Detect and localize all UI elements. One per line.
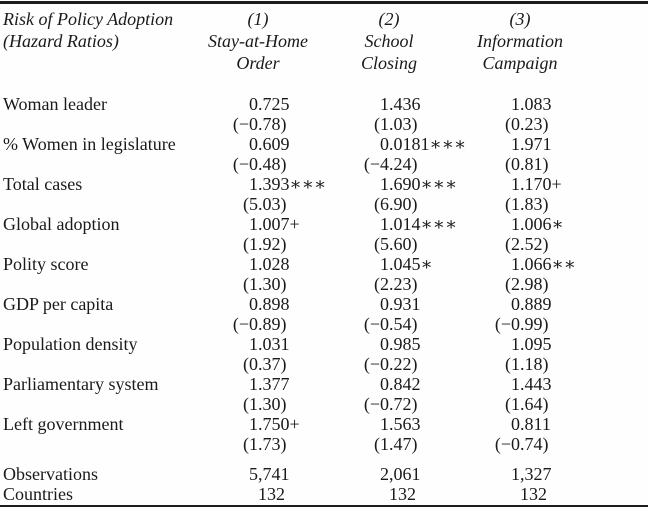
cell-col1 [206, 464, 337, 484]
cell-col3 [468, 174, 599, 214]
hazard-ratio-value: 0 .811 [511, 414, 551, 434]
table-row-total-cases [0, 174, 648, 214]
z-statistic-value: (1 .03) [374, 114, 418, 134]
hazard-ratio-value: 0 .898 [249, 294, 290, 314]
table-row-countries [0, 484, 648, 504]
z-statistic-value: (1 .30) [243, 274, 287, 294]
summary-label: Countries [3, 484, 73, 504]
table-row-woman-leader [0, 94, 648, 134]
hazard-ratio-value: 1 .007+ [249, 214, 300, 234]
z-statistic-value: (−4 .24) [363, 154, 418, 174]
variable-label: Left government [3, 414, 124, 434]
column-name-line1: School [364, 31, 414, 51]
z-statistic-value: (−0 .89) [232, 314, 287, 334]
table-title-line1: Risk of Policy Adoption [3, 9, 174, 29]
column-name-line2: Campaign [482, 53, 558, 73]
countries-value: 132 [258, 484, 285, 504]
cell-col1 [206, 254, 337, 294]
z-statistic-value: (2 .52) [505, 234, 549, 254]
hazard-ratio-value: 1 .083 [511, 94, 552, 114]
variable-label: Global adoption [3, 214, 120, 234]
cell-col3 [468, 414, 599, 454]
z-statistic-value: (−0 .22) [363, 354, 418, 374]
bottom-rule [0, 505, 648, 507]
variable-label: Polity score [3, 254, 89, 274]
z-statistic-value: (1 .92) [243, 234, 287, 254]
countries-value: 132 [520, 484, 547, 504]
cell-col2 [337, 484, 468, 504]
column-number: (1) [247, 9, 269, 29]
hazard-ratio-value: 1 .028 [249, 254, 290, 274]
z-statistic-value: (5 .60) [374, 234, 418, 254]
hazard-ratio-value: 1 .014∗∗∗ [380, 214, 458, 234]
z-statistic-value: (1 .64) [505, 394, 549, 414]
cell-col2 [337, 414, 468, 454]
cell-col2 [337, 334, 468, 374]
observations-value: 5 ,741 [249, 464, 290, 484]
cell-col1 [206, 414, 337, 454]
variable-label: Woman leader [3, 94, 108, 114]
hazard-ratio-value: 1 .971 [511, 134, 552, 154]
cell-col1 [206, 374, 337, 414]
cell-col2 [337, 294, 468, 334]
table-row-women-legislature [0, 134, 648, 174]
cell-col3 [468, 464, 599, 484]
variable-label: Parliamentary system [3, 374, 159, 394]
cell-col3 [468, 134, 599, 174]
observations-value: 1 ,327 [511, 464, 552, 484]
table-row-gdp-per-capita [0, 294, 648, 334]
cell-col2 [337, 464, 468, 484]
variable-label: % Women in legislature [3, 134, 176, 154]
z-statistic-value: (0 .81) [505, 154, 549, 174]
column-number: (2) [378, 9, 400, 29]
z-statistic-value: (0 .37) [243, 354, 287, 374]
hazard-ratio-value: 1 .393∗∗∗ [249, 174, 327, 194]
cell-col3 [468, 94, 599, 134]
cell-col2 [337, 94, 468, 134]
variable-label: Population density [3, 334, 138, 354]
cell-col3 [468, 374, 599, 414]
cell-col3 [468, 214, 599, 254]
hazard-ratio-value: 1 .031 [249, 334, 290, 354]
cell-col2 [337, 374, 468, 414]
cell-col2 [337, 254, 468, 294]
observations-value: 2 ,061 [380, 464, 421, 484]
z-statistic-value: (1 .47) [374, 434, 418, 454]
z-statistic-value: (−0 .48) [232, 154, 287, 174]
table-title [0, 8, 206, 74]
hazard-ratio-value: 0 .725 [249, 94, 290, 114]
table-row-left-government [0, 414, 648, 454]
z-statistic-value: (2 .23) [374, 274, 418, 294]
cell-col1 [206, 334, 337, 374]
cell-col1 [206, 134, 337, 174]
cell-col1 [206, 214, 337, 254]
hazard-ratio-value: 1 .006∗ [511, 214, 564, 234]
z-statistic-value: (1 .73) [243, 434, 287, 454]
hazard-ratio-value: 1 .690∗∗∗ [380, 174, 458, 194]
table-row-global-adoption [0, 214, 648, 254]
cell-col2 [337, 134, 468, 174]
cell-col3 [468, 484, 599, 504]
cell-col3 [468, 334, 599, 374]
cell-col3 [468, 254, 599, 294]
z-statistic-value: (0 .23) [505, 114, 549, 134]
table-row-population-density [0, 334, 648, 374]
hazard-ratio-value: 0 .0181∗∗∗ [380, 134, 467, 154]
hazard-ratio-value: 1 .095 [511, 334, 552, 354]
column-name-line2: Closing [360, 53, 417, 73]
table-title-line2: (Hazard Ratios) [3, 31, 119, 51]
hazard-ratio-value: 1 .066∗∗ [511, 254, 576, 274]
table-header [0, 8, 648, 74]
column-name-line1: Stay-at-Home [208, 31, 308, 51]
summary-label: Observations [3, 464, 98, 484]
column-header-1 [206, 8, 337, 74]
z-statistic-value: (2 .98) [505, 274, 549, 294]
hazard-ratio-value: 1 .750+ [249, 414, 300, 434]
table-row-polity-score [0, 254, 648, 294]
countries-value: 132 [389, 484, 416, 504]
hazard-ratio-value: 0 .609 [249, 134, 290, 154]
z-statistic-value: (6 .90) [374, 194, 418, 214]
z-statistic-value: (−0 .72) [363, 394, 418, 414]
z-statistic-value: (−0 .78) [232, 114, 287, 134]
z-statistic-value: (−0 .74) [494, 434, 549, 454]
z-statistic-value: (1 .30) [243, 394, 287, 414]
variable-label: Total cases [3, 174, 83, 194]
column-header-3 [468, 8, 599, 74]
z-statistic-value: (1 .18) [505, 354, 549, 374]
cell-col3 [468, 294, 599, 334]
cell-col1 [206, 174, 337, 214]
hazard-ratio-value: 0 .931 [380, 294, 421, 314]
summary-block [0, 464, 648, 504]
hazard-ratio-value: 0 .889 [511, 294, 552, 314]
column-name-line2: Order [236, 53, 280, 73]
hazard-ratio-value: 0 .985 [380, 334, 421, 354]
table-row-parliamentary-system [0, 374, 648, 414]
variable-label: GDP per capita [3, 294, 114, 314]
column-name-line1: Information [476, 31, 563, 51]
cell-col1 [206, 94, 337, 134]
column-number: (3) [509, 9, 531, 29]
z-statistic-value: (1 .83) [505, 194, 549, 214]
hazard-ratio-value: 1 .443 [511, 374, 552, 394]
cell-col1 [206, 484, 337, 504]
hazard-ratio-value: 1 .436 [380, 94, 421, 114]
cell-col2 [337, 174, 468, 214]
z-statistic-value: (−0 .99) [494, 314, 549, 334]
column-header-2 [337, 8, 468, 74]
hazard-ratio-value: 1 .377 [249, 374, 290, 394]
table-row-observations [0, 464, 648, 484]
cell-col1 [206, 294, 337, 334]
table-body [0, 94, 648, 504]
cell-col2 [337, 214, 468, 254]
top-rule [0, 1, 648, 4]
hazard-ratio-value: 1 .170+ [511, 174, 562, 194]
hazard-ratio-value: 1 .045∗ [380, 254, 433, 274]
z-statistic-value: (−0 .54) [363, 314, 418, 334]
hazard-ratio-value: 1 .563 [380, 414, 421, 434]
hazard-ratio-value: 0 .842 [380, 374, 421, 394]
z-statistic-value: (5 .03) [243, 194, 287, 214]
